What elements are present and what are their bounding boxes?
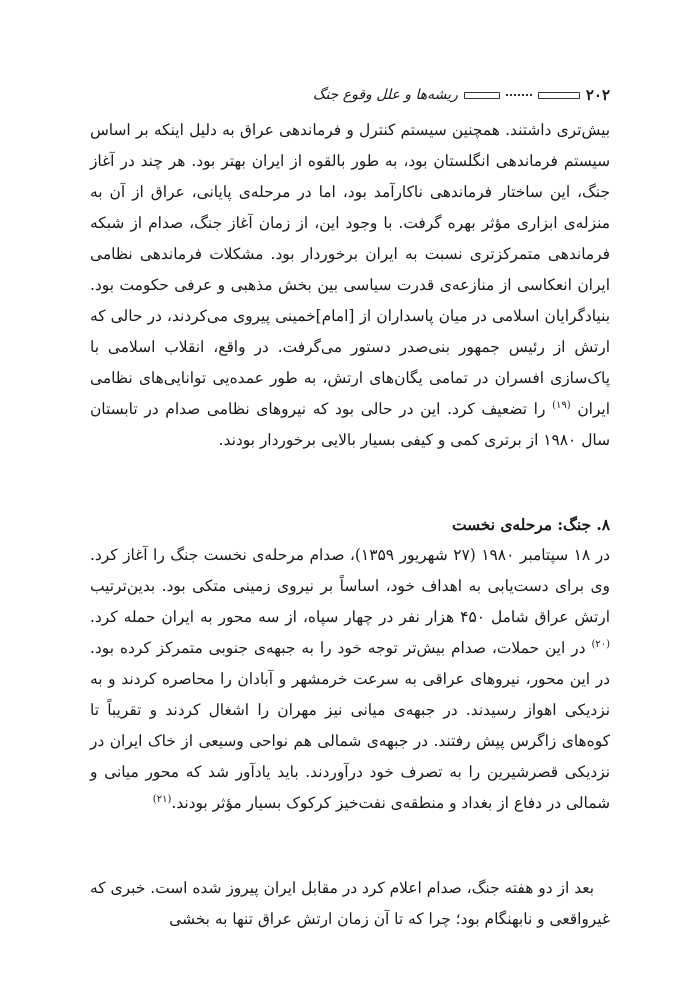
- paragraph-text: را تضعیف کرد. این در حالی بود که نیروهای نظامی صدام در تابستان سال ۱۹۸۰ از برتری کمی و کیفی بسیار بالایی برخوردار بودند.: [90, 400, 610, 449]
- body-paragraph: [90, 115, 610, 456]
- page-number: ۲۰۲: [585, 86, 610, 104]
- body-paragraph: [90, 540, 610, 819]
- ornament-dotted-rule-icon: [506, 94, 532, 96]
- footnote-ref: (۲۰): [591, 638, 610, 650]
- footnote-ref: (۲۱): [152, 793, 172, 805]
- section-heading: ۸. جنگ: مرحله‌ی نخست: [451, 516, 610, 534]
- ornament-rule-icon: [538, 92, 580, 99]
- paragraph-text: در این حملات، صدام بیش‌تر توجه خود را به جبهه‌ی جنوبی متمرکز کرده بود. در این محور، نیروهای عراقی به سرعت خرمشهر و آبادان را محاصره کردند و به نزدیکی اهواز رسیدند. در جبهه‌ی میانی نیز مهران را اشغال کردند و تقریباً تا کوه‌های زاگرس پیش رفتند. در جبهه‌ی شمالی هم نواحی وسیعی از خاک ایران در نزدیکی قصرشیرین را به تصرف خود درآوردند. باید یادآور شد که محور میانی و شمالی در دفاع از بغداد و منطقه‌ی نفت‌خیز کرکوک بسیار مؤثر بودند.: [90, 639, 610, 812]
- running-title: ریشه‌ها و علل وقوع جنگ: [312, 87, 458, 103]
- paragraph-text: بیش‌تری داشتند. همچنین سیستم کنترل و فرماندهی عراق به دلیل اینکه بر اساس سیستم فرماندهی انگلستان بود، به طور بالقوه از ایران بهتر بود. هر چند در آغاز جنگ، این ساختار فرماندهی ناکارآمد بود، اما در مرحله‌ی پایانی، عراق از آن به منزله‌ی ابزاری مؤثر بهره گرفت. با وجود این، از زمان آغاز جنگ، صدام از شبکه فرماندهی متمرکزتری نسبت به ایران برخوردار بود. مشکلات فرماندهی نظامی ایران انعکاسی از منازعه‌ی قدرت سیاسی بین بخش مذهبی و عرفی حکومت بود. بنیادگرایان اسلامی در میان پاسداران از [امام]خمینی پیروی می‌کردند، در حالی که ارتش از رئیس جمهور بنی‌صدر دستور می‌گرفت. در واقع، انقلاب اسلامی با پاک‌سازی افسران در تمامی یگان‌های ارتش، به طور عمده‌یی توانایی‌های نظامی ایران: [90, 121, 610, 418]
- running-head: [90, 84, 610, 106]
- body-paragraph: بعد از دو هفته جنگ، صدام اعلام کرد در مقابل ایران پیروز شده است. خبری که غیرواقعی و نابهنگام بود؛ چرا که تا آن زمان ارتش عراق تنها به بخشی: [90, 879, 610, 928]
- ornament-rule-icon: [464, 92, 500, 99]
- footnote-ref: (۱۹): [552, 399, 571, 411]
- paragraph-text: در ۱۸ سپتامبر ۱۹۸۰ (۲۷ شهریور ۱۳۵۹)، صدام مرحله‌ی نخست جنگ را آغاز کرد. وی برای دست‌یابی به اهداف خود، اساساً بر نیروی زمینی متکی بود. بدین‌ترتیب ارتش عراق شامل ۴۵۰ هزار نفر در چهار سپاه، از سه محور به ایران حمله کرد.: [90, 546, 611, 626]
